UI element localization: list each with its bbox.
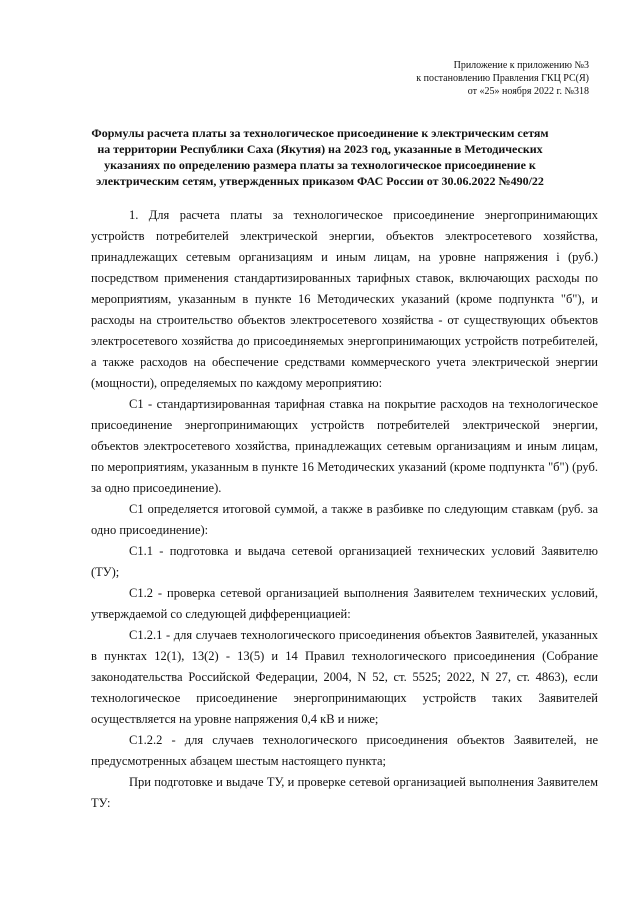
paragraph-7: С1.2.2 - для случаев технологического присоединения объектов Заявителей, не предусмотренных абзацем шестым настоящего пункта;: [91, 733, 598, 768]
document-title: Формулы расчета платы за технологическое присоединение к электрическим сетям на территории Республики Саха (Якутия) на 2023 год, указанные в Методических указаниях по определению размера платы за технологическое присоединение к электрическим сетям, утвержденных приказом ФАС России от 30.06.2022 №490/22: [91, 126, 549, 188]
paragraph-5: С1.2 - проверка сетевой организацией выполнения Заявителем технических условий, утверждаемой со следующей дифференциацией:: [91, 586, 598, 621]
annex-line-1: Приложение к приложению №3: [453, 60, 589, 71]
paragraph-1: 1. Для расчета платы за технологическое присоединение энергопринимающих устройств потребителей электрической энергии, объектов электросетевого хозяйства, принадлежащих сетевым организациям и иным лицам, на уровне напряжения i (руб.) посредством применения стандартизированных тарифных ставок, включающих расходы по мероприятиям, указанным в пункте 16 Методических указаний (кроме подпункта "б"), и расходы на строительство объектов электросетевого хозяйства - от существующих объектов электросетевого хозяйства до присоединяемых энергопринимающих устройств потребителей, а также расходов на обеспечение средствами коммерческого учета электрической энергии (мощности), определяемых по каждому мероприятию:: [91, 208, 598, 390]
paragraph-8: При подготовке и выдаче ТУ, и проверке сетевой организацией выполнения Заявителем ТУ:: [91, 775, 598, 810]
annex-line-2: к постановлению Правления ГКЦ РС(Я): [416, 73, 589, 84]
annex-line-3: от «25» ноября 2022 г. №318: [467, 86, 589, 97]
paragraph-4: С1.1 - подготовка и выдача сетевой организацией технических условий Заявителю (ТУ);: [91, 544, 598, 579]
paragraph-3: С1 определяется итоговой суммой, а также в разбивке по следующим ставкам (руб. за одно присоединение):: [91, 502, 598, 537]
paragraph-6: С1.2.1 - для случаев технологического присоединения объектов Заявителей, указанных в пунктах 12(1), 13(2) - 13(5) и 14 Правил технологического присоединения (Собрание законодательства Российской Федерации, 2004, N 52, ст. 5525; 2022, N 27, ст. 4863), если технологическое присоединение энергопринимающих устройств таких Заявителей осуществляется на уровне напряжения 0,4 кВ и ниже;: [91, 628, 598, 726]
paragraph-2: С1 - стандартизированная тарифная ставка на покрытие расходов на технологическое присоединение энергопринимающих устройств потребителей электрической энергии, объектов электросетевого хозяйства, принадлежащих сетевым организациям и иным лицам, по мероприятиям, указанным в пункте 16 Методических указаний (кроме подпункта "б") (руб. за одно присоединение).: [91, 397, 598, 495]
annex-reference: [416, 59, 589, 98]
document-body: [91, 205, 598, 814]
